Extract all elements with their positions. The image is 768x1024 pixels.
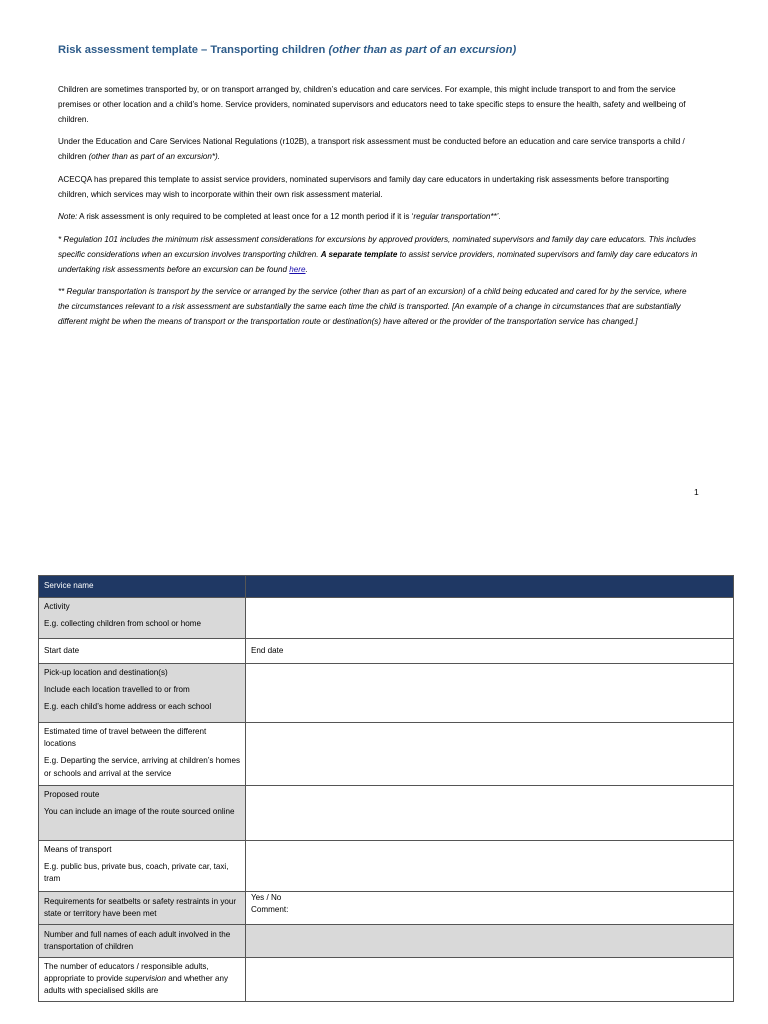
title-italic: (other than as part of an excursion) <box>328 44 517 56</box>
footnote-regulation <box>58 232 698 278</box>
table-row <box>39 925 734 958</box>
adults-label: Number and full names of each adult involved in the transportation of children <box>39 925 246 958</box>
note-paragraph <box>58 209 698 224</box>
service-name-label: Service name <box>39 576 246 598</box>
table-row <box>39 598 734 639</box>
document-title <box>58 43 738 58</box>
note-end: . <box>498 212 501 221</box>
activity-example: E.g. collecting children from school or home <box>44 619 202 629</box>
pickup-field[interactable] <box>246 664 734 723</box>
pickup-label <box>39 664 246 723</box>
route-title: Proposed route <box>44 790 100 799</box>
yes-no-option[interactable]: Yes / No <box>251 893 282 902</box>
note-label: Note: <box>58 212 78 221</box>
comment-label: Comment: <box>251 905 289 915</box>
travel-time-title: Estimated time of travel between the different locations <box>44 727 207 749</box>
pickup-example: E.g. each child’s home address or each school <box>44 702 212 712</box>
transport-field[interactable] <box>246 841 734 892</box>
route-label <box>39 786 246 841</box>
footnote-bold: A separate template <box>320 250 398 260</box>
table-row <box>39 786 734 841</box>
route-field[interactable] <box>246 786 734 841</box>
note-italic: regular transportation**’ <box>413 212 499 221</box>
title-main: Risk assessment template – Transporting children <box>58 44 329 56</box>
educators-text: The number of educators / responsible adults, appropriate to provide <box>44 962 209 984</box>
educators-text-2: and whether any adults with specialised skills are <box>44 974 229 996</box>
note-text: A risk assessment is only required to be completed at least once for a 12 month period if it is ‘ <box>77 212 414 221</box>
table-row <box>39 723 734 786</box>
seatbelts-label: Requirements for seatbelts or safety restraints in your state or territory have been met <box>39 892 246 925</box>
risk-assessment-table <box>38 575 734 1002</box>
seatbelts-field[interactable] <box>246 892 734 925</box>
transport-example: E.g. public bus, private bus, coach, private car, taxi, tram <box>44 862 229 884</box>
pickup-title: Pick-up location and destination(s) <box>44 668 168 677</box>
excursion-template-link[interactable]: here <box>289 265 306 275</box>
regulation-paragraph <box>58 134 698 164</box>
table-row <box>39 958 734 1002</box>
route-hint: You can include an image of the route sourced online <box>44 807 235 817</box>
footnote-regular-transport: ** Regular transportation is transport by the service or arranged by the service (other than as part of an excursion) of a child being educated and cared for by the service, where the circumstances relevant to a risk assessment are substantially the same each time the child is transported. [An example of a change in circumstances that are substantially different might be when the means of transport or the transportation route or destination(s) have altered or the provider of the transportation service has changed.] <box>58 287 687 327</box>
educators-label <box>39 958 246 1002</box>
activity-field[interactable] <box>246 598 734 639</box>
regulation-text: Under the Education and Care Services National Regulations (r102B), a transport risk assessment must be conducted before an education and care service transports a child / children <box>58 137 685 162</box>
table-row <box>39 841 734 892</box>
table-header-row <box>39 576 734 598</box>
page-number: 1 <box>694 487 699 497</box>
footnote-text: * Regulation 101 includes the minimum risk assessment considerations for excursions by approved providers, nominated supervisors and family day care educators. This includes specific considerations when an excursion involves transporting children. <box>58 235 696 260</box>
end-date-label[interactable]: End date <box>246 639 734 664</box>
service-name-field[interactable] <box>246 576 734 598</box>
acecqa-paragraph: ACECQA has prepared this template to assist service providers, nominated supervisors and family day care educators in undertaking risk assessments before transporting children, which services may wish to incorporate within their own risk assessment material. <box>58 175 669 200</box>
start-date-label: Start date <box>39 639 246 664</box>
activity-title: Activity <box>44 602 70 611</box>
footnote-end: . <box>305 265 308 275</box>
travel-time-label <box>39 723 246 786</box>
regulation-italic: (other than as part of an excursion*). <box>88 152 220 162</box>
travel-time-field[interactable] <box>246 723 734 786</box>
educators-italic: supervision <box>125 974 166 984</box>
intro-paragraph: Children are sometimes transported by, or on transport arranged by, children’s education and care services. For example, this might include transport to and from the service premises or other location and a child’s home. Service providers, nominated supervisors and educators need to take specific steps to ensure the health, safety and wellbeing of children. <box>58 85 686 125</box>
adults-field[interactable] <box>246 925 734 958</box>
travel-time-example: E.g. Departing the service, arriving at children’s homes or schools and arrival at the service <box>44 756 240 778</box>
activity-label <box>39 598 246 639</box>
table-row <box>39 892 734 925</box>
transport-title: Means of transport <box>44 845 112 854</box>
table-row <box>39 639 734 664</box>
transport-label <box>39 841 246 892</box>
educators-field[interactable] <box>246 958 734 1002</box>
footnote-text-2: to assist service providers, nominated supervisors and family day care educators in undertaking risk assessments before an excursion can be found <box>58 250 698 275</box>
table-row <box>39 664 734 723</box>
pickup-hint: Include each location travelled to or from <box>44 685 190 695</box>
